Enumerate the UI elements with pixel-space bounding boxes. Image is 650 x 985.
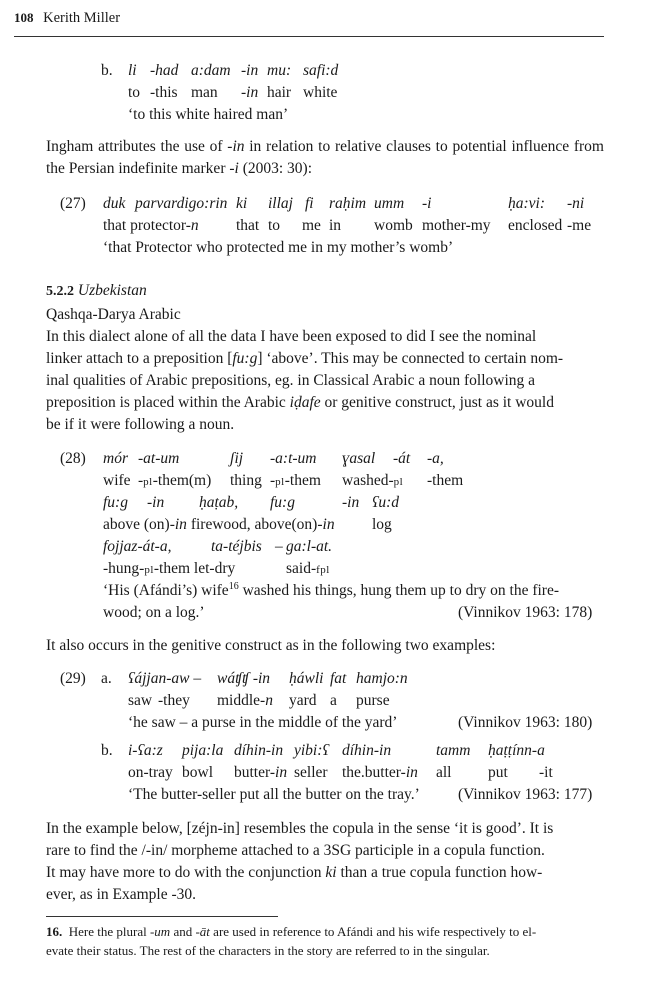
running-header [14,10,120,27]
paragraph: It also occurs in the genitive construct as in the following two examples: [46,637,496,654]
gloss-word: – [275,538,283,555]
gloss-term: that protector-n [103,217,199,234]
gloss-word: umm [374,195,405,212]
gloss-word: safi:d [303,62,339,79]
gloss-term: above (on)-in firewood, above(on)-in [103,516,335,533]
gloss-term: mother-my [422,217,491,234]
gloss-term: put [488,764,508,781]
free-translation: ‘The butter-seller put all the butter on the tray.’ [128,786,420,803]
free-translation: ‘he saw – a purse in the middle of the yard’ [128,714,398,731]
gloss-term: -they [158,692,190,709]
gloss-word: -ni [567,195,585,212]
gloss-term: washed-pl [342,472,404,489]
gloss-word: ḥaṭab, [199,494,239,511]
gloss-word: díhin-in [342,742,392,759]
gloss-word: mór [103,450,128,467]
gloss-term: butter-in [234,764,288,781]
citation: (Vinnikov 1963: 177) [458,786,593,803]
gloss-word: -at-um [138,450,180,467]
gloss-term: enclosed [508,217,563,234]
gloss-term: -it [539,764,553,781]
gloss-word: ʃij [230,450,244,467]
gloss-word: fi [305,195,314,212]
gloss-word: díhin-in [234,742,284,759]
gloss-word: fojjaz-át-a, [103,538,172,555]
gloss-term: -me [567,217,592,234]
gloss-term: seller [294,764,328,781]
gloss-word: ɣasal [342,450,376,467]
gloss-word: ʕu:d [372,494,400,511]
gloss-word: ḥa:vi: [508,195,546,212]
gloss-word: fu:g [103,494,128,511]
example-number: (28) [60,450,86,467]
gloss-word: ga:l-at. [286,538,333,555]
example-label: b. [101,62,113,79]
gloss-word: -át [393,450,411,467]
gloss-term: hair [267,84,292,101]
gloss-word: ta-téjbis [211,538,262,555]
gloss-term: purse [356,692,390,709]
gloss-word: pija:la [182,742,224,759]
gloss-term: said-fpl [286,560,330,577]
gloss-word: -had [150,62,179,79]
gloss-term: -pl-them(m) [138,472,212,489]
example-number: (27) [60,195,86,212]
gloss-term: to [128,84,141,101]
gloss-word: a:dam [191,62,231,79]
gloss-word: ḥáwli [289,670,324,687]
footnote-rule [46,916,278,917]
gloss-word: -a, [427,450,444,467]
gloss-word: yibi:ʕ [294,742,329,759]
free-translation: ‘to this white haired man’ [128,106,289,123]
gloss-word: ki [236,195,248,212]
gloss-term: middle-n [217,692,273,709]
gloss-word: -in [342,494,360,511]
gloss-term: all [436,764,452,781]
gloss-word: -in [147,494,165,511]
gloss-word: wáʧʧ -in [217,670,271,687]
gloss-term: log [372,516,392,533]
gloss-term: to [268,217,281,234]
gloss-term: that [236,217,260,234]
gloss-term: on-tray [128,764,173,781]
gloss-word: fu:g [270,494,295,511]
gloss-term: wife [103,472,131,489]
gloss-term: the.butter-in [342,764,418,781]
gloss-word: hamjo:n [356,670,408,687]
gloss-term: womb [374,217,413,234]
gloss-term: bowl [182,764,213,781]
page-number: 108 [14,10,34,25]
gloss-word: illaj [268,195,293,212]
gloss-word: li [128,62,137,79]
gloss-word: -in [241,62,259,79]
gloss-word: ʕájjan-aw – [128,670,202,687]
gloss-term: -hung-pl-them let-dry [103,560,236,577]
gloss-word: -i [422,195,432,212]
header-rule [14,36,604,37]
gloss-word: mu: [267,62,292,79]
gloss-word: fat [330,670,347,687]
free-translation: ‘His (Afándi’s) wife$^{16}$ washed his things, hung them up to dry on the fire- [103,580,559,599]
section-heading: 5.2.2 Uzbekistan [46,282,147,299]
gloss-term: -this [150,84,178,101]
gloss-word: raḥim [329,195,367,212]
gloss-term: thing [230,472,262,489]
gloss-word: parvardigo:rin [135,195,228,212]
footnote: 16. Here the plural -um and -āt are used in reference to Afándi and his wife respectively to el- evate their status. The rest of the characters in the story are referred to in the singular. [46,924,537,958]
gloss-term: -pl-them [270,472,321,489]
example-number: (29) [60,670,86,687]
gloss-term: in [329,217,342,234]
gloss-word: tamm [436,742,471,759]
free-translation: wood; on a log.’ [103,604,205,621]
free-translation: ‘that Protector who protected me in my mother’s womb’ [103,239,454,256]
gloss-word: -a:t-um [270,450,317,467]
gloss-term: saw [128,692,153,709]
gloss-term: a [330,692,337,709]
gloss-word: i-ʕa:z [128,742,163,759]
gloss-term: me [302,217,321,234]
citation: (Vinnikov 1963: 180) [458,714,593,731]
example-label: b. [101,742,113,759]
gloss-term: white [303,84,338,101]
gloss-term: -in [241,84,259,101]
gloss-term: -them [427,472,464,489]
gloss-term: man [191,84,218,101]
author-name: Kerith Miller [43,10,121,26]
paragraph: Ingham attributes the use of -in in relation to relative clauses to potential influence from the Persian indefinite marker -i (2003: 30): [46,138,604,177]
gloss-word: duk [103,195,126,212]
dialect-heading: Qashqa-Darya Arabic [46,306,181,323]
gloss-word: ḥaṭṭínn-a [488,742,545,759]
citation: (Vinnikov 1963: 178) [458,604,593,621]
example-label: a. [101,670,112,687]
gloss-term: yard [289,692,317,709]
